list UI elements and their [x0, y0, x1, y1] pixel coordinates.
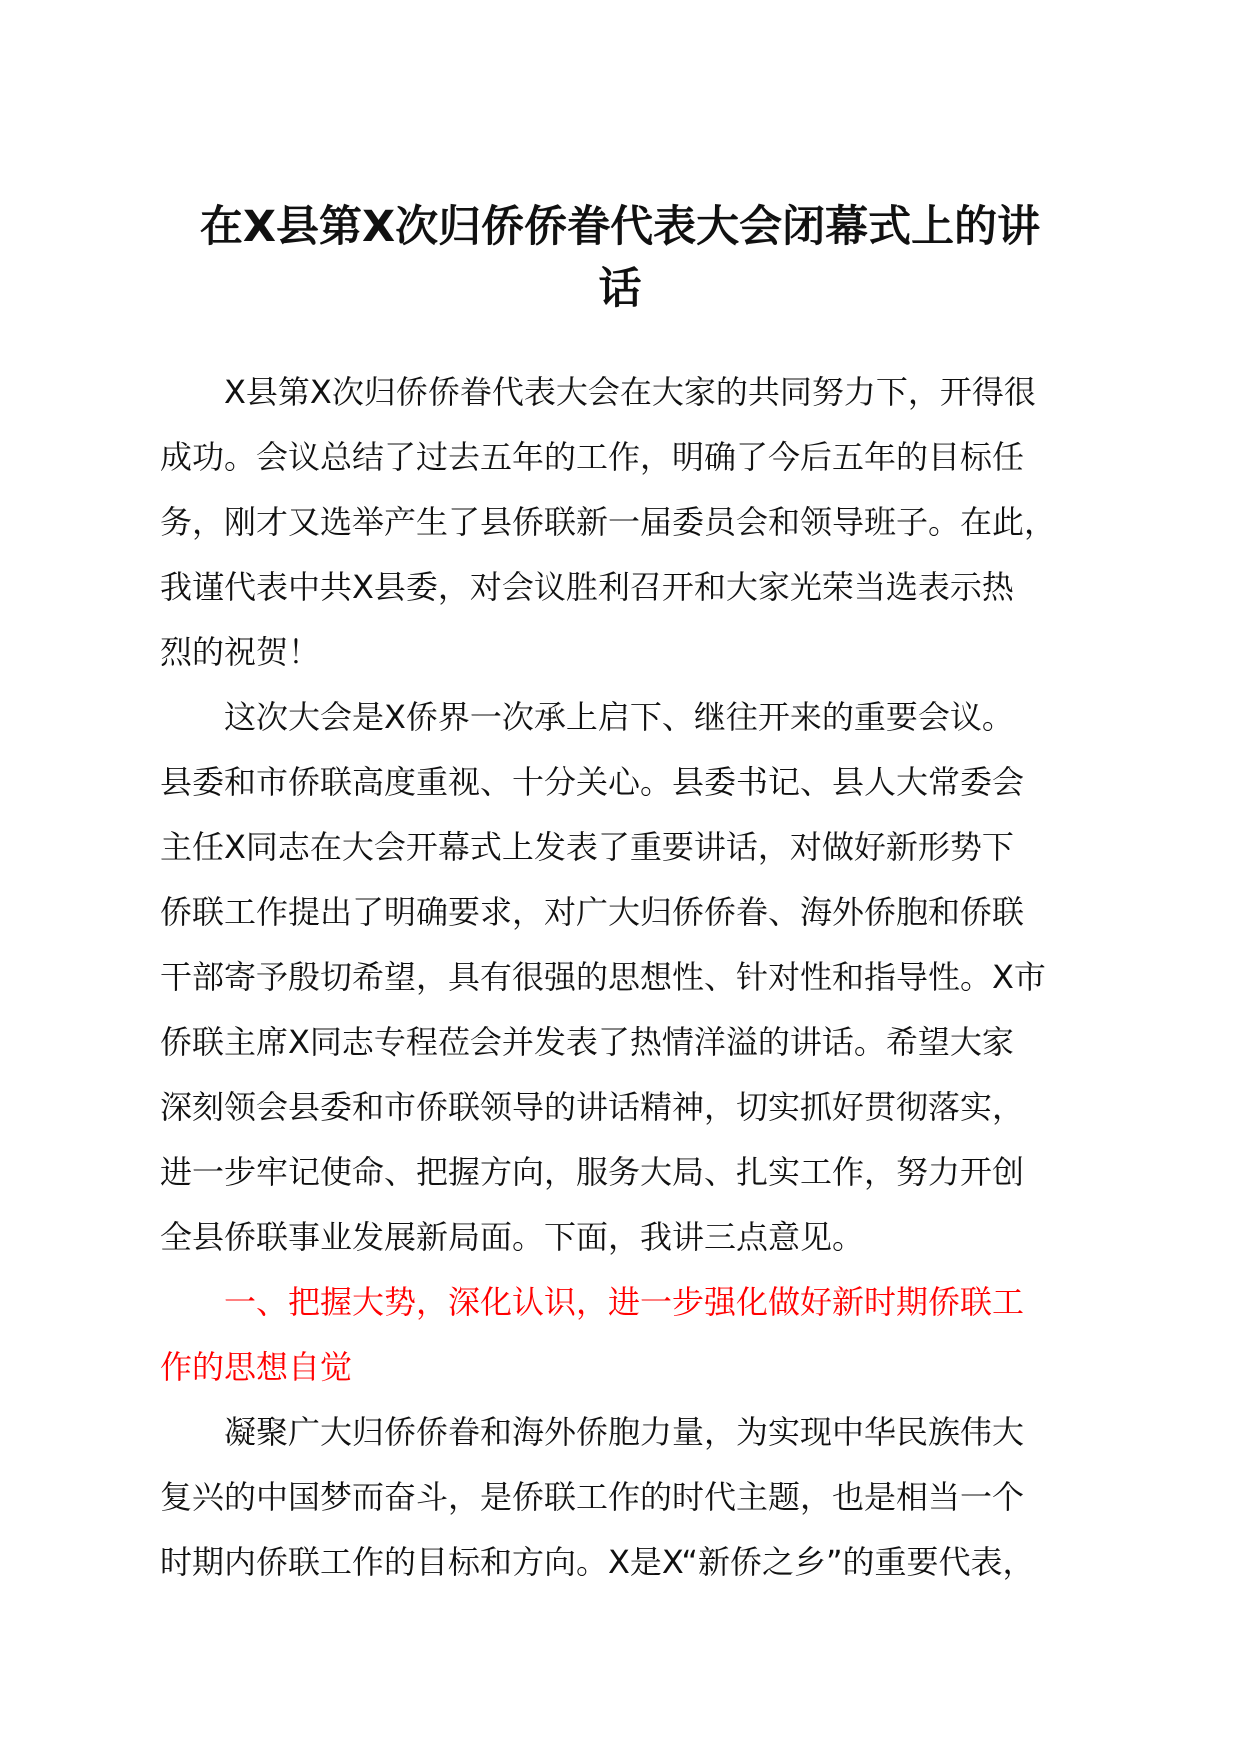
- paragraph-section-one: 凝聚广大归侨侨眷和海外侨胞力量，为实现中华民族伟大 复兴的中国梦而奋斗，是侨联工作的时代主题，也是相当一个 时期内侨联工作的目标和方向。X是X“新侨之乡”的重要代表，: [160, 1413, 1035, 1581]
- paragraph-opening: X县第X次归侨侨眷代表大会在大家的共同努力下，开得很 成功。会议总结了过去五年的工作，明确了今后五年的目标任 务，刚才又选举产生了县侨联新一届委员会和领导班子。在此， 我谨代表中共X县委，对会议胜利召开和大家光荣当选表示热 烈的祝贺！: [160, 373, 1057, 671]
- document-body: [160, 360, 1096, 1595]
- document-title: 在X县第X次归侨侨眷代表大会闭幕式上的讲 话: [199, 202, 1041, 314]
- section-heading-one: 一、把握大势，深化认识，进一步强化做好新时期侨联工 作的思想自觉: [160, 1283, 1025, 1386]
- paragraph-meeting-significance: 这次大会是X侨界一次承上启下、继往开来的重要会议。 县委和市侨联高度重视、十分关心。县委书记、县人大常委会 主任X同志在大会开幕式上发表了重要讲话，对做好新形势下 侨联工作提出了明确要求，对广大归侨侨眷、海外侨胞和侨联 干部寄予殷切希望，具有很强的思想性、针对性和指导性。X市 侨联主席X同志专程莅会并发表了热情洋溢的讲话。希望大家 深刻领会县委和市侨联领导的讲话精神，切实抓好贯彻落实， 进一步牢记使命、把握方向，服务大局、扎实工作，努力开创 全县侨联事业发展新局面。下面，我讲三点意见。: [160, 698, 1046, 1256]
